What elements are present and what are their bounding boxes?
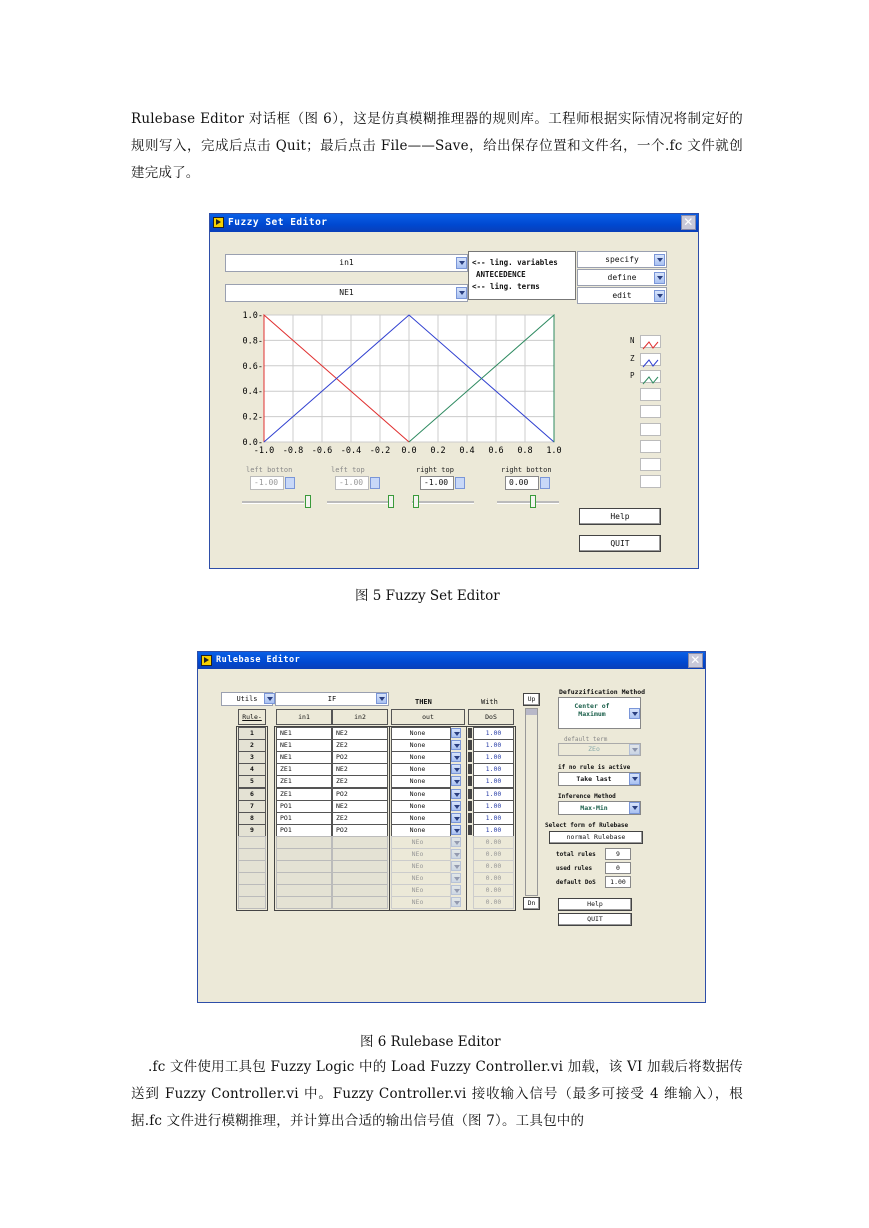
in1-cell[interactable]: ZE1 (276, 763, 332, 776)
stepper-icon[interactable] (468, 740, 472, 750)
no-rule-value: Take last (576, 775, 612, 783)
rule-number (238, 896, 266, 909)
out-select[interactable]: None (391, 788, 451, 801)
hint-variables: <-- ling. variables (472, 258, 558, 267)
slider-thumb[interactable] (305, 495, 311, 508)
in1-cell[interactable]: NE1 (276, 739, 332, 752)
intro-paragraph: Rulebase Editor 对话框（图 6），这是仿真模糊推理器的规则库。工程师根据实际情况将制定好的规则写入，完成后点击 Quit；最后点击 File——Save，给出保存位置和文件名，一个.fc 文件就创建完成了。 (131, 111, 743, 181)
chevron-down-icon[interactable] (451, 764, 461, 774)
quit-button[interactable] (579, 535, 661, 552)
control-label: right top (416, 466, 454, 474)
legend-slot (628, 475, 664, 489)
x-tick-label: -1.0 (253, 446, 275, 456)
in2-cell[interactable]: ZE2 (332, 812, 388, 825)
x-tick-label: -0.6 (311, 446, 333, 456)
in1-cell[interactable]: PO1 (276, 812, 332, 825)
out-select[interactable]: None (391, 812, 451, 825)
out-select: NEo (391, 848, 451, 861)
chevron-down-icon[interactable] (629, 773, 640, 785)
rulebase-editor-window (197, 651, 706, 1003)
dos-cell: 0.00 (473, 836, 514, 849)
fuzzy-set-editor-titlebar (210, 214, 698, 232)
chevron-down-icon[interactable] (264, 693, 275, 704)
stepper-icon[interactable] (468, 728, 472, 738)
in1-cell (276, 896, 332, 909)
hint-antecedence: ANTECEDENCE (476, 270, 526, 279)
rule-number: 8 (238, 812, 266, 825)
chevron-down-icon[interactable] (451, 789, 461, 799)
out-select[interactable]: None (391, 727, 451, 740)
dos-cell: 0.00 (473, 896, 514, 909)
quit-button-label: QUIT (610, 539, 630, 548)
position-slider[interactable] (412, 501, 474, 504)
x-tick-label: 0.4 (459, 446, 475, 456)
legend-swatch-empty (640, 475, 661, 488)
utils-label: Utils (236, 695, 258, 703)
rule-number: 4 (238, 763, 266, 776)
stepper-icon[interactable] (468, 813, 472, 823)
no-rule-label: if no rule is active (558, 764, 631, 771)
stepper-icon[interactable] (468, 789, 472, 799)
total-rules-label: total rules (556, 851, 596, 858)
no-rule-select[interactable] (558, 772, 641, 786)
dos-cell: 0.00 (473, 860, 514, 873)
slider-thumb[interactable] (388, 495, 394, 508)
legend-label: N (630, 336, 635, 345)
legend-slot (628, 423, 664, 437)
dos-cell: 0.00 (473, 848, 514, 861)
dos-cell[interactable]: 1.00 (473, 751, 514, 764)
inference-label: Inference Method (558, 793, 616, 800)
chevron-down-icon[interactable] (456, 257, 467, 269)
close-icon[interactable]: ✕ (681, 215, 696, 230)
out-select: NEo (391, 884, 451, 897)
dos-cell[interactable]: 1.00 (473, 788, 514, 801)
default-term-select[interactable] (558, 743, 641, 756)
chevron-down-icon[interactable] (456, 287, 467, 299)
in2-cell[interactable]: ZE2 (332, 739, 388, 752)
legend-slot (628, 335, 664, 349)
stepper-icon[interactable] (468, 825, 472, 835)
default-dos-label: default DoS (556, 879, 596, 886)
stepper-icon[interactable] (455, 477, 465, 489)
chevron-down-icon[interactable] (451, 776, 461, 786)
dos-cell[interactable]: 1.00 (473, 824, 514, 837)
in2-cell[interactable]: NE2 (332, 727, 388, 740)
fig5-caption: 图 5 Fuzzy Set Editor (355, 588, 500, 604)
legend (628, 335, 664, 495)
legend-slot (628, 405, 664, 419)
in1-cell[interactable]: PO1 (276, 824, 332, 837)
chevron-down-icon[interactable] (451, 813, 461, 823)
legend-label: P (630, 371, 635, 380)
quit-button-label: QUIT (587, 915, 603, 923)
x-tick-label: -0.2 (369, 446, 391, 456)
y-tick-label: 0.6- (242, 361, 263, 372)
chevron-down-icon (451, 861, 461, 871)
with-label: With (481, 698, 498, 706)
slider-thumb[interactable] (413, 495, 419, 508)
specify-label: specify (605, 255, 639, 264)
used-rules-field: 0 (605, 862, 631, 874)
close-icon[interactable]: ✕ (688, 653, 703, 668)
x-tick-label: 0.0 (401, 446, 417, 456)
in1-cell[interactable]: NE1 (276, 727, 332, 740)
in2-cell[interactable]: PO2 (332, 751, 388, 764)
out-select[interactable]: None (391, 739, 451, 752)
rule-number: 6 (238, 788, 266, 801)
default-dos-field[interactable]: 1.00 (605, 876, 631, 888)
x-tick-label: -0.8 (282, 446, 304, 456)
hint-box (468, 251, 576, 300)
legend-slot (628, 458, 664, 472)
out-select: NEo (391, 872, 451, 885)
control-label: left botton (246, 466, 293, 474)
term-select-value: NE1 (339, 288, 354, 297)
chevron-down-icon[interactable] (629, 708, 640, 719)
out-select[interactable]: None (391, 763, 451, 776)
position-slider[interactable] (497, 501, 559, 504)
total-rules-field: 9 (605, 848, 631, 860)
hint-terms: <-- ling. terms (472, 282, 540, 291)
out-select[interactable]: None (391, 800, 451, 813)
rule-header: Rule- (238, 709, 266, 725)
rulebase-form-button[interactable] (549, 831, 643, 844)
chevron-down-icon[interactable] (654, 272, 665, 284)
chevron-down-icon (451, 837, 461, 847)
window-title: Rulebase Editor (216, 655, 301, 665)
define-label: define (607, 273, 637, 282)
dos-cell[interactable]: 1.00 (473, 727, 514, 740)
out-select[interactable]: None (391, 775, 451, 788)
legend-slot (628, 388, 664, 402)
chevron-down-icon (451, 873, 461, 883)
in1-header: in1 (276, 709, 332, 725)
variable-select[interactable] (225, 254, 468, 272)
in2-cell[interactable]: ZE2 (332, 775, 388, 788)
in1-cell[interactable]: ZE1 (276, 775, 332, 788)
out-select[interactable]: None (391, 751, 451, 764)
legend-slot (628, 353, 664, 367)
dn-label: Dn (527, 899, 536, 907)
labview-icon (213, 217, 224, 228)
variable-select-value: in1 (339, 258, 354, 267)
out-select[interactable]: None (391, 824, 451, 837)
chevron-down-icon[interactable] (376, 693, 387, 704)
dos-cell[interactable]: 1.00 (473, 739, 514, 752)
y-tick-label: 0.8- (242, 336, 263, 347)
position-slider[interactable] (242, 501, 304, 504)
legend-swatch-empty (640, 423, 661, 436)
stepper-icon[interactable] (285, 477, 295, 489)
x-tick-label: -0.4 (340, 446, 362, 456)
control-value-field[interactable]: -1.00 (250, 476, 284, 490)
y-tick-label: 1.0- (242, 311, 263, 321)
chevron-down-icon (451, 897, 461, 907)
defuzz-value: Center of Maximum (574, 702, 610, 718)
x-tick-label: 1.0 (546, 446, 562, 456)
in2-cell[interactable]: NE2 (332, 763, 388, 776)
x-tick-label: 0.8 (517, 446, 533, 456)
rule-number: 1 (238, 727, 266, 740)
legend-slot (628, 370, 664, 384)
rule-number: 9 (238, 824, 266, 837)
fig6-caption: 图 6 Rulebase Editor (360, 1034, 501, 1050)
in1-cell[interactable]: NE1 (276, 751, 332, 764)
rule-number: 7 (238, 800, 266, 813)
up-button[interactable] (523, 693, 540, 706)
chevron-down-icon[interactable] (451, 740, 461, 750)
window-title: Fuzzy Set Editor (228, 217, 328, 228)
default-term-value: ZEo (588, 745, 600, 753)
slider-thumb[interactable] (530, 495, 536, 508)
dos-cell: 0.00 (473, 872, 514, 885)
legend-swatch-z (640, 353, 661, 366)
in1-cell[interactable]: PO1 (276, 800, 332, 813)
default-term-label: default term (564, 736, 608, 743)
stepper-icon[interactable] (468, 801, 472, 811)
legend-swatch-p (640, 370, 661, 383)
control-value-field[interactable]: 0.00 (505, 476, 539, 490)
legend-swatch-empty (640, 405, 661, 418)
if-label: IF (327, 695, 337, 703)
help-button[interactable] (579, 508, 661, 525)
term-select[interactable] (225, 284, 468, 302)
dos-cell[interactable]: 1.00 (473, 800, 514, 813)
control-value-field[interactable]: -1.00 (335, 476, 369, 490)
chevron-down-icon[interactable] (629, 802, 640, 814)
then-label: THEN (415, 698, 432, 706)
rule-number: 2 (238, 739, 266, 752)
quit-button[interactable] (558, 913, 632, 926)
used-rules-label: used rules (556, 865, 593, 872)
inference-value: Max-Min (580, 804, 608, 812)
fuzzy-set-editor-window (209, 213, 699, 569)
defuzz-label: Defuzzification Method (559, 688, 646, 696)
rule-number: 3 (238, 751, 266, 764)
in2-cell[interactable]: PO2 (332, 824, 388, 837)
dos-header: DoS (468, 709, 514, 725)
rulebase-editor-titlebar (198, 652, 705, 669)
dos-cell[interactable]: 1.00 (473, 812, 514, 825)
outro-paragraph: .fc 文件使用工具包 Fuzzy Logic 中的 Load Fuzzy Controller.vi 加载，该 VI 加载后将数据传送到 Fuzzy Controller.vi 中。Fuzzy Controller.vi 接收输入信号（最多可接受 4 维输入），根据.fc 文件进行模糊推理，并计算出合适的输出信号值（图 7）。工具包中的 (131, 1059, 743, 1129)
dn-button[interactable] (523, 897, 540, 910)
control-label: right botton (501, 466, 552, 474)
legend-swatch-empty (640, 440, 661, 453)
legend-slot (628, 440, 664, 454)
inference-select[interactable] (558, 801, 641, 815)
rule-scrollbar[interactable] (525, 708, 538, 896)
legend-swatch-n (640, 335, 661, 348)
help-button-label: Help (587, 900, 603, 908)
in2-cell[interactable]: PO2 (332, 788, 388, 801)
stepper-icon[interactable] (468, 752, 472, 762)
scrollbar-thumb[interactable] (526, 709, 537, 715)
chevron-down-icon[interactable] (451, 825, 461, 835)
control-value-field[interactable]: -1.00 (420, 476, 454, 490)
x-tick-label: 0.6 (488, 446, 504, 456)
chevron-down-icon[interactable] (654, 254, 665, 266)
stepper-icon[interactable] (540, 477, 550, 489)
control-label: left top (331, 466, 365, 474)
dos-cell[interactable]: 1.00 (473, 775, 514, 788)
edit-label: edit (612, 291, 632, 300)
dos-cell[interactable]: 1.00 (473, 763, 514, 776)
defuzz-select[interactable] (558, 697, 641, 729)
in2-header: in2 (332, 709, 388, 725)
rulebase-form-value: normal Rulebase (566, 833, 626, 841)
stepper-icon[interactable] (370, 477, 380, 489)
chevron-down-icon[interactable] (629, 744, 640, 755)
legend-swatch-empty (640, 388, 661, 401)
in2-cell (332, 896, 388, 909)
y-tick-label: 0.2- (242, 412, 263, 423)
if-select[interactable] (275, 692, 389, 706)
chevron-down-icon (451, 849, 461, 859)
chevron-down-icon[interactable] (451, 752, 461, 762)
stepper-icon[interactable] (468, 776, 472, 786)
y-tick-label: 0.4- (242, 387, 263, 398)
chevron-down-icon[interactable] (654, 290, 665, 302)
in2-cell[interactable]: NE2 (332, 800, 388, 813)
out-select: NEo (391, 836, 451, 849)
up-label: Up (527, 695, 536, 703)
legend-label: Z (630, 353, 635, 363)
legend-swatch-empty (640, 458, 661, 471)
help-button-label: Help (610, 512, 630, 521)
out-select: NEo (391, 860, 451, 873)
help-button[interactable] (558, 898, 632, 911)
chevron-down-icon[interactable] (451, 728, 461, 738)
rule-number: 5 (238, 775, 266, 788)
membership-function-chart (230, 309, 570, 464)
x-tick-label: 0.2 (430, 446, 446, 456)
position-slider[interactable] (327, 501, 389, 504)
chevron-down-icon[interactable] (451, 801, 461, 811)
out-header: out (391, 709, 465, 725)
form-label: Select form of Rulebase (545, 822, 629, 829)
in1-cell[interactable]: ZE1 (276, 788, 332, 801)
y-tick-label: 0.0- (242, 438, 263, 448)
out-select: NEo (391, 896, 451, 909)
chevron-down-icon (451, 885, 461, 895)
dos-cell: 0.00 (473, 884, 514, 897)
labview-icon (201, 655, 212, 666)
stepper-icon[interactable] (468, 764, 472, 774)
